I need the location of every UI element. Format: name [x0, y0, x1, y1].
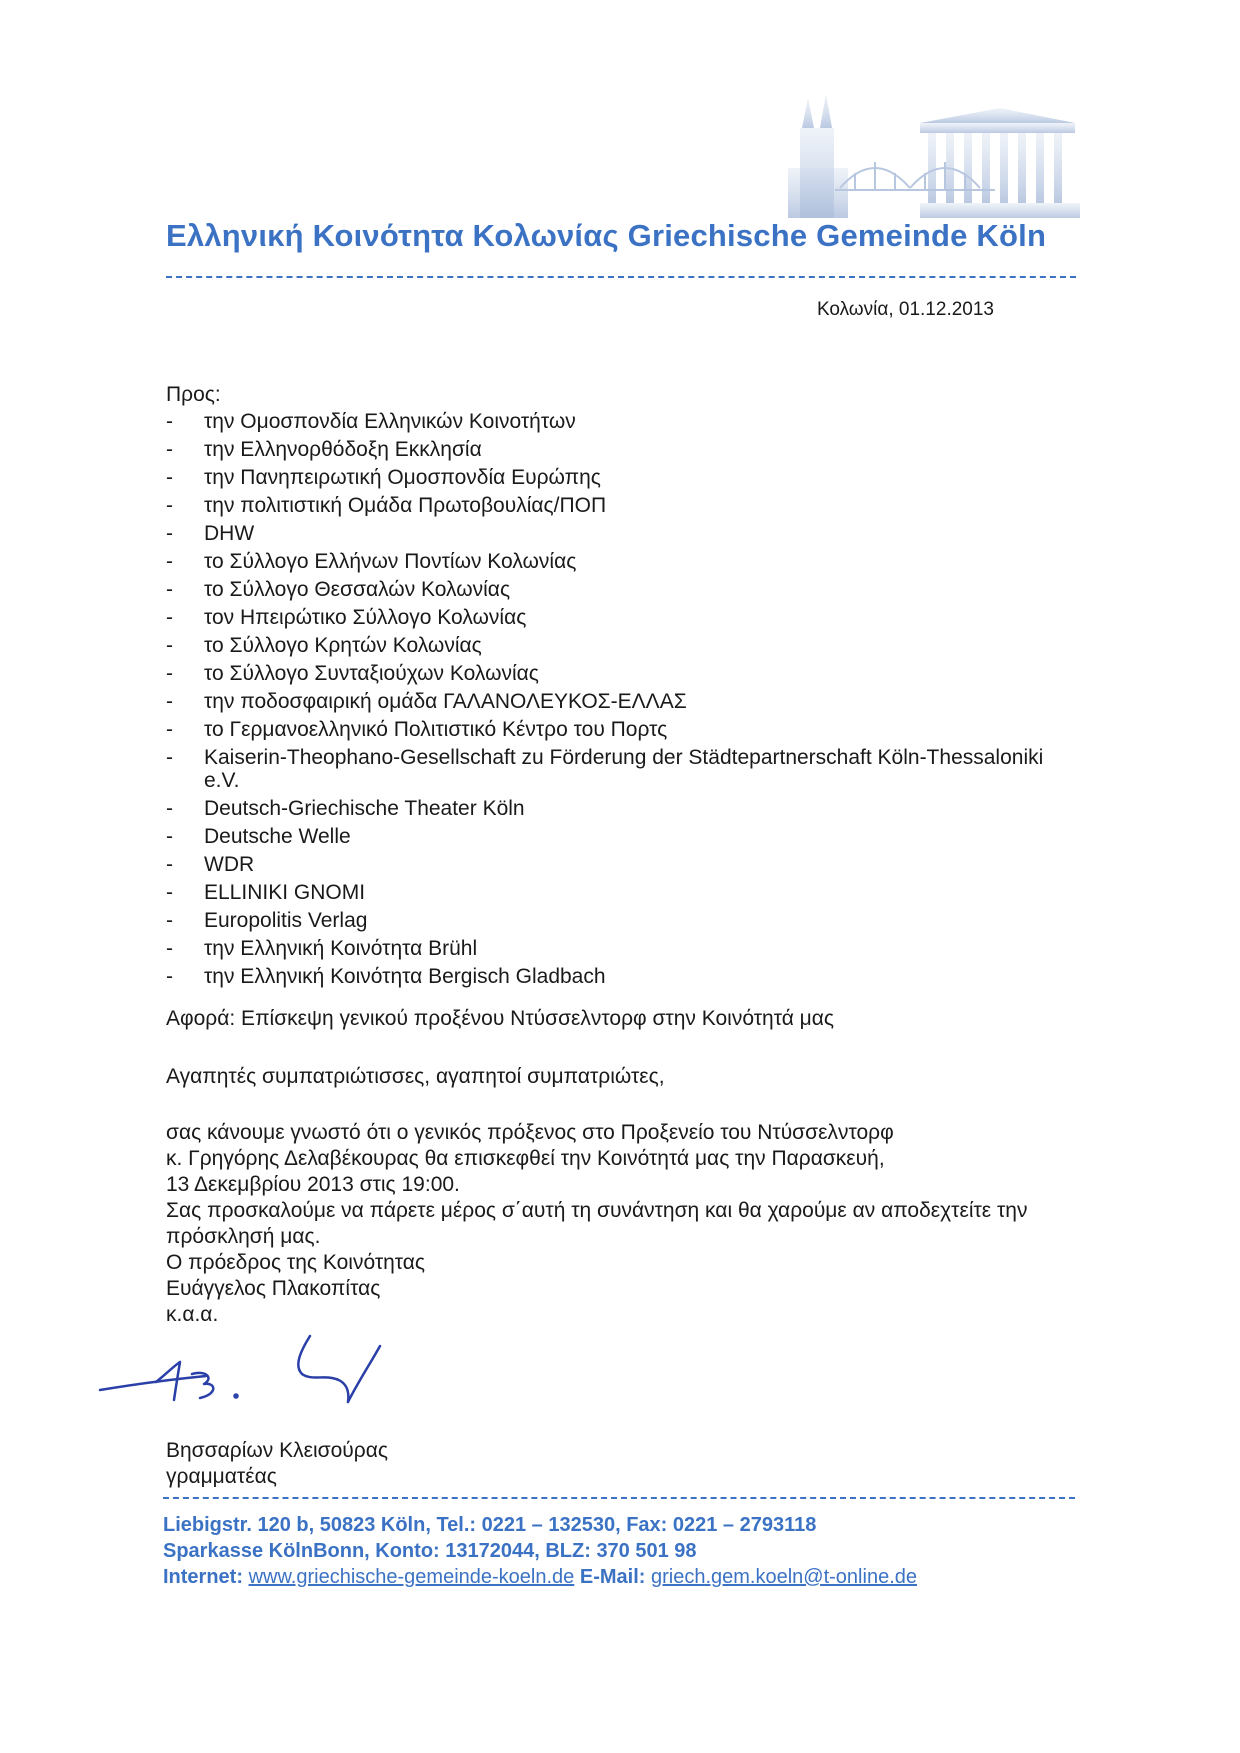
recipient-text: Deutsch-Griechische Theater Köln [204, 797, 525, 820]
recipient-text: την πολιτιστική Ομάδα Πρωτοβουλίας/ΠΟΠ [204, 494, 607, 517]
list-item [166, 937, 1046, 960]
list-item [166, 797, 1046, 820]
recipient-text: το Σύλλογο Ελλήνων Ποντίων Κολωνίας [204, 550, 577, 573]
body-line: Σας προσκαλούμε να πάρετε μέρος σ΄αυτή τη συνάντηση και θα χαρούμε αν αποδεχτείτε την [166, 1199, 1028, 1222]
closing-name: Ευάγγελος Πλακοπίτας [166, 1277, 381, 1300]
list-dash: - [166, 522, 173, 545]
list-item [166, 550, 1046, 573]
list-dash: - [166, 853, 173, 876]
website-link[interactable]: www.griechische-gemeinde-koeln.de [248, 1566, 575, 1588]
list-dash: - [166, 410, 173, 433]
letter-body [166, 1120, 1086, 1328]
recipients-list [166, 410, 1046, 993]
closing-abbr: κ.α.α. [166, 1303, 219, 1326]
recipient-text: WDR [204, 853, 255, 876]
recipient-text: Deutsche Welle [204, 825, 351, 848]
list-dash: - [166, 578, 173, 601]
list-dash: - [166, 690, 173, 713]
body-line: κ. Γρηγόρης Δελαβέκουρας θα επισκεφθεί την Κοινότητά μας την Παρασκευή, [166, 1147, 885, 1170]
recipient-text: την Ελληνική Κοινότητα Brühl [204, 937, 478, 960]
recipient-text: το Σύλλογο Κρητών Κολωνίας [204, 634, 482, 657]
list-dash: - [166, 662, 173, 685]
body-line: 13 Δεκεμβρίου 2013 στις 19:00. [166, 1173, 460, 1196]
recipient-text: την ποδοσφαιρική ομάδα ΓΑΛΑΝΟΛΕΥΚΟΣ-ΕΛΛΑΣ [204, 690, 687, 713]
recipients-label: Προς: [166, 383, 221, 406]
recipient-text: ELLINIKI GNOMI [204, 881, 366, 904]
footer-divider [163, 1497, 1075, 1499]
list-item [166, 881, 1046, 904]
list-item [166, 909, 1046, 932]
list-item [166, 853, 1046, 876]
list-dash: - [166, 494, 173, 517]
list-dash: - [166, 825, 173, 848]
list-dash: - [166, 438, 173, 461]
list-item [166, 634, 1046, 657]
list-item [166, 746, 1046, 792]
secretary-block [166, 1438, 1086, 1490]
recipient-text: την Ελληνική Κοινότητα Bergisch Gladbach [204, 965, 606, 988]
subject-line: Αφορά: Επίσκεψη γενικού προξένου Ντύσσελντορφ στην Κοινότητά μας [166, 1007, 835, 1030]
list-item [166, 718, 1046, 741]
list-dash: - [166, 965, 173, 988]
list-item [166, 662, 1046, 685]
body-line: σας κάνουμε γνωστό ότι ο γενικός πρόξενος στο Προξενείο του Ντύσσελντορφ [166, 1121, 894, 1144]
list-dash: - [166, 550, 173, 573]
recipient-text: το Σύλλογο Συνταξιούχων Κολωνίας [204, 662, 539, 685]
recipient-text: το Γερμανοελληνικό Πολιτιστικό Κέντρο του Πορτς [204, 718, 668, 741]
letterhead-illustration [780, 78, 1080, 220]
header-divider [166, 276, 1076, 278]
list-dash: - [166, 909, 173, 932]
letterhead-title: Ελληνική Κοινότητα Κολωνίας Griechische Gemeinde Köln [166, 218, 1047, 253]
list-item [166, 522, 1046, 545]
letter-footer [163, 1512, 1123, 1590]
email-label: E-Mail: [579, 1566, 646, 1588]
recipient-text: το Σύλλογο Θεσσαλών Κολωνίας [204, 578, 511, 601]
list-item [166, 690, 1046, 713]
list-item [166, 438, 1046, 461]
salutation: Αγαπητές συμπατριώτισσες, αγαπητοί συμπατριώτες, [166, 1065, 665, 1088]
internet-label: Internet: [163, 1566, 243, 1588]
list-item [166, 466, 1046, 489]
list-dash: - [166, 937, 173, 960]
list-dash: - [166, 746, 173, 769]
recipient-text: την Πανηπειρωτική Ομοσπονδία Ευρώπης [204, 466, 601, 489]
body-line: πρόσκλησή μας. [166, 1225, 321, 1248]
footer-contact [163, 1564, 1123, 1590]
list-item [166, 494, 1046, 517]
list-item [166, 965, 1046, 988]
list-dash: - [166, 606, 173, 629]
list-dash: - [166, 797, 173, 820]
secretary-role: γραμματέας [166, 1465, 277, 1488]
letter-date: Κολωνία, 01.12.2013 [816, 299, 994, 320]
list-dash: - [166, 718, 173, 741]
footer-bank: Sparkasse KölnBonn, Konto: 13172044, BLZ: 370 501 98 [163, 1540, 697, 1562]
closing-role: Ο πρόεδρος της Κοινότητας [166, 1251, 426, 1274]
handwritten-signature [96, 1318, 476, 1428]
recipient-text: την Ελληνορθόδοξη Εκκλησία [204, 438, 482, 461]
list-item [166, 410, 1046, 433]
footer-address: Liebigstr. 120 b, 50823 Köln, Tel.: 0221 – 132530, Fax: 0221 – 2793118 [163, 1514, 817, 1536]
recipient-text: Kaiserin-Theophano-Gesellschaft zu Förderung der Städtepartnerschaft Köln-Thessaloniki e.V. [204, 746, 1044, 792]
list-dash: - [166, 634, 173, 657]
list-dash: - [166, 466, 173, 489]
list-item [166, 825, 1046, 848]
list-item [166, 578, 1046, 601]
list-dash: - [166, 881, 173, 904]
secretary-name: Βησσαρίων Κλεισούρας [166, 1439, 388, 1462]
recipient-text: Europolitis Verlag [204, 909, 368, 932]
recipient-text: τον Ηπειρώτικο Σύλλογο Κολωνίας [204, 606, 527, 629]
recipient-text: την Ομοσπονδία Ελληνικών Κοινοτήτων [204, 410, 576, 433]
recipient-text: DHW [204, 522, 255, 545]
email-link[interactable]: griech.gem.koeln@t-online.de [650, 1566, 917, 1588]
list-item [166, 606, 1046, 629]
